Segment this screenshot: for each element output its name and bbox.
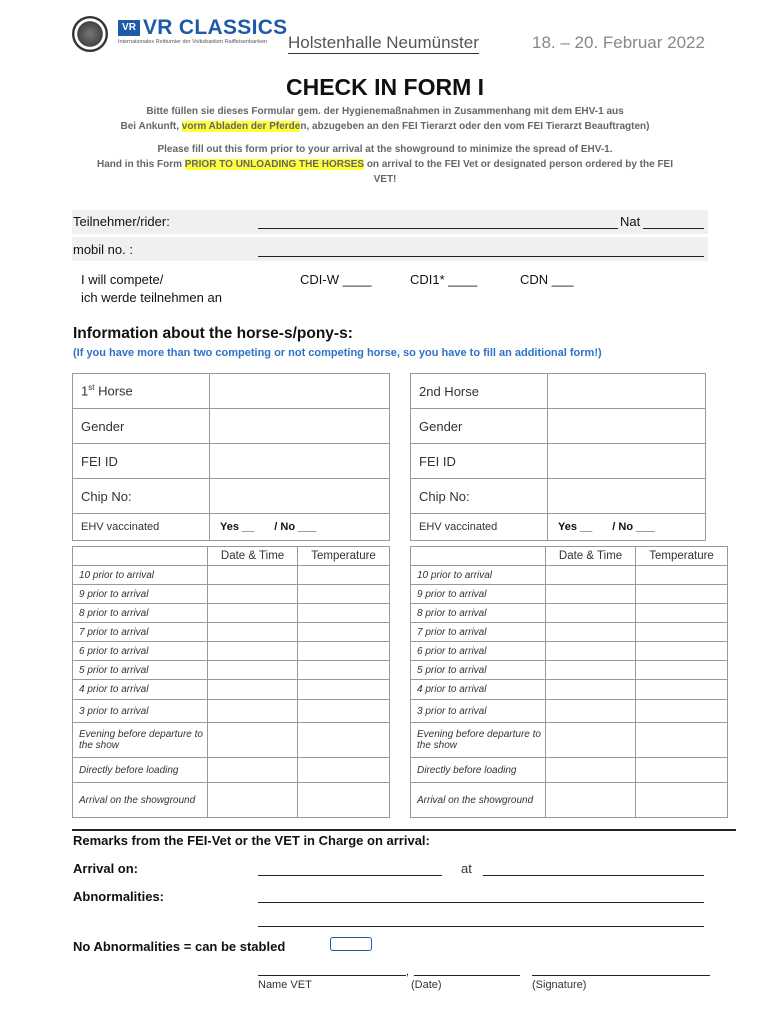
temperature-row-label: 10 prior to arrival bbox=[73, 566, 208, 585]
date-time-cell[interactable] bbox=[208, 585, 298, 604]
date-time-cell[interactable] bbox=[208, 642, 298, 661]
brand-subtitle: Internationales Reitturnier der Volksbanken Raiffeisenbanken bbox=[118, 39, 268, 45]
at-label: at bbox=[461, 861, 472, 876]
temperature-row-label: 6 prior to arrival bbox=[73, 642, 208, 661]
date-label: (Date) bbox=[411, 979, 442, 991]
temperature-row bbox=[411, 661, 728, 680]
no-abnormalities-label: No Abnormalities = can be stabled bbox=[73, 939, 286, 954]
arrival-label: Arrival on: bbox=[73, 861, 139, 876]
mobile-field-bg bbox=[72, 237, 708, 261]
vet-name-line[interactable] bbox=[258, 975, 406, 976]
temperature-cell[interactable] bbox=[636, 661, 728, 680]
temperature-cell[interactable] bbox=[298, 623, 390, 642]
first-horse-gender-label: Gender bbox=[73, 409, 210, 444]
temperature-cell[interactable] bbox=[298, 783, 390, 818]
second-horse-name-cell[interactable] bbox=[548, 374, 706, 409]
second-horse-ehv-choice[interactable]: Yes __ / No ___ bbox=[548, 514, 706, 541]
intro-german: Bitte füllen sie dieses Formular gem. der Hygienemaßnahmen in Zusammenhang mit dem EHV-1 aus Bei Ankunft, vorm Abladen der Pferden, abzugeben an den FEI Tierarzt oder den vom FEI Tierarzt Beauftragten) bbox=[120, 106, 650, 132]
temperature-row-label: 10 prior to arrival bbox=[411, 566, 546, 585]
stabled-checkbox[interactable] bbox=[330, 937, 372, 951]
second-horse-gender-cell[interactable] bbox=[548, 409, 706, 444]
temperature-row-label: Evening before departure to the show bbox=[411, 723, 546, 758]
comma-separator: , bbox=[406, 966, 410, 978]
temperature-cell[interactable] bbox=[636, 642, 728, 661]
temperature-row bbox=[73, 783, 390, 818]
col-date-time: Date & Time bbox=[546, 547, 636, 566]
temperature-row-label: 5 prior to arrival bbox=[73, 661, 208, 680]
first-horse-gender-cell[interactable] bbox=[210, 409, 390, 444]
first-horse-ehv-label: EHV vaccinated bbox=[73, 514, 210, 541]
second-horse-feiid-cell[interactable] bbox=[548, 444, 706, 479]
temperature-cell[interactable] bbox=[298, 566, 390, 585]
second-horse-title: 2nd Horse bbox=[411, 374, 548, 409]
date-time-cell[interactable] bbox=[208, 604, 298, 623]
abnormalities-label: Abnormalities: bbox=[73, 889, 165, 904]
vr-logo-mark: VR bbox=[118, 20, 140, 36]
compete-label-en: I will compete/ bbox=[81, 272, 164, 287]
temperature-cell[interactable] bbox=[298, 723, 390, 758]
temperature-cell[interactable] bbox=[636, 566, 728, 585]
temperature-row bbox=[73, 642, 390, 661]
name-vet-label: Name VET bbox=[258, 979, 312, 991]
date-time-cell[interactable] bbox=[208, 758, 298, 783]
remarks-divider bbox=[72, 829, 736, 831]
date-time-cell[interactable] bbox=[546, 585, 636, 604]
mobile-label: mobil no. : bbox=[73, 242, 133, 257]
temperature-cell[interactable] bbox=[636, 723, 728, 758]
temperature-row bbox=[73, 700, 390, 723]
temperature-row bbox=[411, 566, 728, 585]
date-time-cell[interactable] bbox=[208, 680, 298, 700]
date-time-cell[interactable] bbox=[546, 700, 636, 723]
temperature-cell[interactable] bbox=[636, 604, 728, 623]
temperature-row bbox=[73, 661, 390, 680]
temperature-row-label: 9 prior to arrival bbox=[411, 585, 546, 604]
temperature-row bbox=[411, 585, 728, 604]
col-date-time: Date & Time bbox=[208, 547, 298, 566]
date-time-cell[interactable] bbox=[546, 604, 636, 623]
arrival-time-line[interactable] bbox=[483, 875, 704, 876]
date-time-cell[interactable] bbox=[546, 566, 636, 585]
page-title: CHECK IN FORM I bbox=[285, 74, 485, 100]
temperature-cell[interactable] bbox=[298, 604, 390, 623]
temperature-cell[interactable] bbox=[636, 783, 728, 818]
temperature-row-label: Evening before departure to the show bbox=[73, 723, 208, 758]
venue: Holstenhalle Neumünster bbox=[288, 33, 479, 52]
vet-date-line[interactable] bbox=[414, 975, 520, 976]
horses-note: (If you have more than two competing or not competing horse, so you have to fill an additional form!) bbox=[73, 347, 602, 359]
temperature-cell[interactable] bbox=[636, 585, 728, 604]
date-time-cell[interactable] bbox=[208, 566, 298, 585]
second-horse-table bbox=[410, 373, 706, 541]
date-time-cell[interactable] bbox=[546, 758, 636, 783]
temperature-row bbox=[411, 723, 728, 758]
signature-label: (Signature) bbox=[532, 979, 587, 991]
temperature-cell[interactable] bbox=[636, 623, 728, 642]
vet-signature-line[interactable] bbox=[532, 975, 710, 976]
temperature-row-label: 7 prior to arrival bbox=[73, 623, 208, 642]
rider-input-line[interactable] bbox=[258, 228, 618, 229]
date-time-cell[interactable] bbox=[208, 723, 298, 758]
first-horse-feiid-cell[interactable] bbox=[210, 444, 390, 479]
temperature-cell[interactable] bbox=[298, 661, 390, 680]
temperature-row bbox=[411, 758, 728, 783]
temperature-row bbox=[73, 604, 390, 623]
temperature-row bbox=[411, 680, 728, 700]
temperature-cell[interactable] bbox=[636, 680, 728, 700]
temperature-row bbox=[73, 723, 390, 758]
temperature-row-label: 4 prior to arrival bbox=[411, 680, 546, 700]
second-horse-chip-label: Chip No: bbox=[411, 479, 548, 514]
abnormalities-line-1[interactable] bbox=[258, 902, 704, 903]
mobile-input-line[interactable] bbox=[258, 256, 704, 257]
temperature-row-label: Directly before loading bbox=[73, 758, 208, 783]
date-time-cell[interactable] bbox=[208, 623, 298, 642]
temperature-row bbox=[73, 585, 390, 604]
temperature-cell[interactable] bbox=[298, 585, 390, 604]
remarks-heading: Remarks from the FEI-Vet or the VET in Charge on arrival: bbox=[73, 833, 430, 848]
temperature-row-label: Arrival on the showground bbox=[411, 783, 546, 818]
temperature-row-label: 4 prior to arrival bbox=[73, 680, 208, 700]
first-horse-name-cell[interactable] bbox=[210, 374, 390, 409]
horses-heading: Information about the horse-s/pony-s: bbox=[73, 325, 353, 342]
temperature-row-label: 3 prior to arrival bbox=[73, 700, 208, 723]
date-time-cell[interactable] bbox=[546, 680, 636, 700]
first-horse-chip-cell[interactable] bbox=[210, 479, 390, 514]
second-horse-ehv-label: EHV vaccinated bbox=[411, 514, 548, 541]
event-dates: 18. – 20. Februar 2022 bbox=[532, 33, 705, 52]
rider-label: Teilnehmer/rider: bbox=[73, 214, 170, 229]
temperature-row bbox=[73, 758, 390, 783]
first-horse-table bbox=[72, 373, 390, 541]
temperature-row-label: 8 prior to arrival bbox=[73, 604, 208, 623]
highlight-unloading-en: PRIOR TO UNLOADING THE HORSES bbox=[184, 159, 365, 170]
highlight-unloading-de: vorm Abladen der Pferde bbox=[181, 121, 301, 132]
nat-input-line[interactable] bbox=[643, 228, 704, 229]
temperature-row-label: 9 prior to arrival bbox=[73, 585, 208, 604]
date-time-cell[interactable] bbox=[546, 642, 636, 661]
date-time-cell[interactable] bbox=[546, 623, 636, 642]
first-horse-chip-label: Chip No: bbox=[73, 479, 210, 514]
temperature-row-label: Directly before loading bbox=[411, 758, 546, 783]
date-time-cell[interactable] bbox=[208, 700, 298, 723]
date-time-cell[interactable] bbox=[546, 661, 636, 680]
temperature-row-label: 5 prior to arrival bbox=[411, 661, 546, 680]
compete-label-de: ich werde teilnehmen an bbox=[81, 290, 222, 305]
date-time-cell[interactable] bbox=[546, 783, 636, 818]
second-horse-temperature-table bbox=[410, 546, 728, 818]
date-time-cell[interactable] bbox=[208, 661, 298, 680]
temperature-row bbox=[411, 604, 728, 623]
temperature-cell[interactable] bbox=[636, 758, 728, 783]
temperature-cell[interactable] bbox=[298, 758, 390, 783]
second-horse-gender-label: Gender bbox=[411, 409, 548, 444]
first-horse-title: 1st Horse bbox=[73, 374, 210, 409]
temperature-row bbox=[411, 623, 728, 642]
temperature-row bbox=[73, 680, 390, 700]
temperature-cell[interactable] bbox=[298, 700, 390, 723]
temperature-row-label: Arrival on the showground bbox=[73, 783, 208, 818]
first-horse-ehv-choice[interactable]: Yes __ / No ___ bbox=[210, 514, 390, 541]
nat-label: Nat bbox=[620, 214, 641, 229]
temperature-row bbox=[411, 783, 728, 818]
temp-corner-cell bbox=[73, 547, 208, 566]
first-horse-temperature-table bbox=[72, 546, 390, 818]
temperature-row-label: 3 prior to arrival bbox=[411, 700, 546, 723]
temperature-row bbox=[411, 700, 728, 723]
option-cdi-w[interactable]: CDI-W ____ bbox=[300, 272, 372, 287]
temperature-row bbox=[411, 642, 728, 661]
temperature-cell[interactable] bbox=[636, 700, 728, 723]
col-temperature: Temperature bbox=[298, 547, 390, 566]
brand-name: VR CLASSICS bbox=[143, 16, 288, 39]
option-cdi1[interactable]: CDI1* ____ bbox=[410, 272, 478, 287]
temperature-row bbox=[73, 623, 390, 642]
temperature-row-label: 6 prior to arrival bbox=[411, 642, 546, 661]
temp-corner-cell bbox=[411, 547, 546, 566]
temperature-row-label: 8 prior to arrival bbox=[411, 604, 546, 623]
second-horse-chip-cell[interactable] bbox=[548, 479, 706, 514]
second-horse-feiid-label: FEI ID bbox=[411, 444, 548, 479]
abnormalities-line-2[interactable] bbox=[258, 926, 704, 927]
date-time-cell[interactable] bbox=[546, 723, 636, 758]
intro-english: Please fill out this form prior to your arrival at the showground to minimize the spread of EHV-1. Hand in this Form PRIOR TO UNLOADING THE HORSES on arrival to the FEI Vet or designated person ordered by the FEI VET! bbox=[96, 144, 673, 185]
col-temperature: Temperature bbox=[636, 547, 728, 566]
option-cdn[interactable]: CDN ___ bbox=[520, 272, 574, 287]
date-time-cell[interactable] bbox=[208, 783, 298, 818]
arrival-date-line[interactable] bbox=[258, 875, 442, 876]
temperature-cell[interactable] bbox=[298, 642, 390, 661]
horse-seal-logo bbox=[72, 16, 108, 52]
temperature-row-label: 7 prior to arrival bbox=[411, 623, 546, 642]
temperature-cell[interactable] bbox=[298, 680, 390, 700]
first-horse-feiid-label: FEI ID bbox=[73, 444, 210, 479]
temperature-row bbox=[73, 566, 390, 585]
